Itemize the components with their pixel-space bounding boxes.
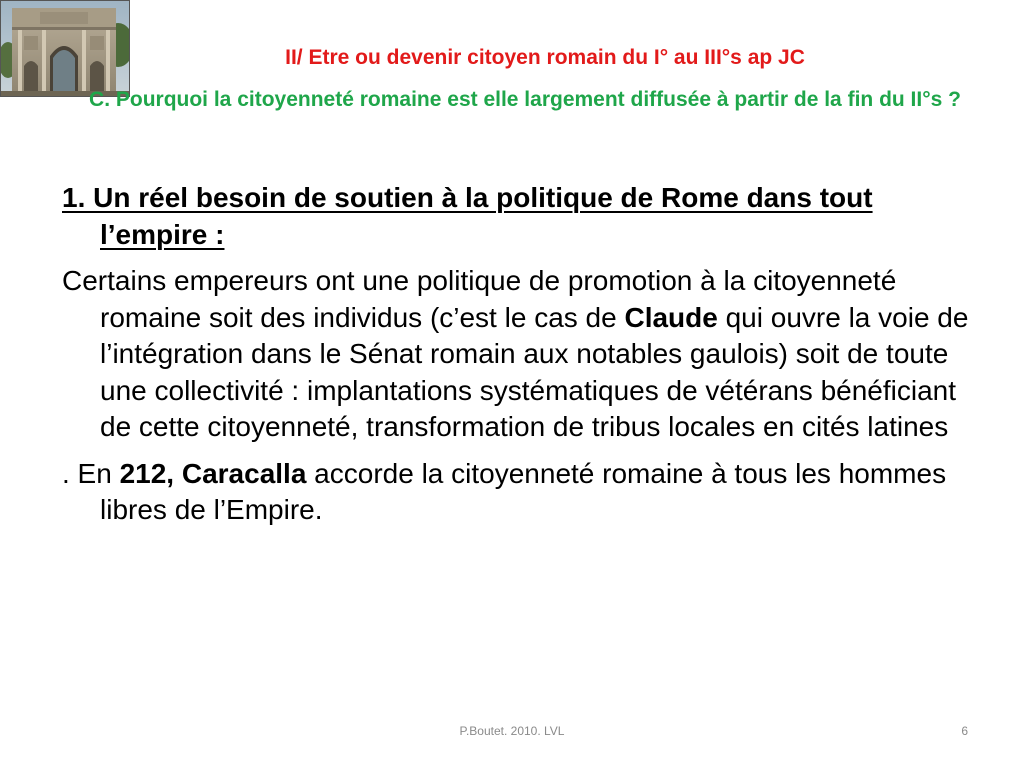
title-subtitle: C. Pourquoi la citoyenneté romaine est elle largement diffusée à partir de la fin du II°s ? (89, 88, 961, 111)
emphasis-caracalla: 212, Caracalla (119, 457, 307, 489)
paragraph-text: qui ouvre la voie de l’intégration dans le Sénat romain aux notables gaulois) soit de toute une collectivité : implantations systématiques de vétérans bénéficiant de cette citoyenneté, transformation de tribus locales en cités latines (100, 301, 969, 442)
section-heading: 1. Un réel besoin de soutien à la politique de Rome dans tout l’empire : (62, 182, 873, 250)
paragraph-caracalla-edict (62, 456, 972, 529)
paragraph-text: . En (62, 457, 120, 489)
title-main: II/ Etre ou devenir citoyen romain du I° au III°s ap JC (285, 46, 805, 69)
slide-body (62, 180, 972, 539)
paragraph-text: Certains empereurs ont une politique de promotion à la citoyenneté romaine soit des individus (c’est le cas de (62, 265, 897, 333)
emphasis-claude: Claude (624, 301, 718, 333)
paragraph-text: accorde la citoyenneté romaine à tous les hommes libres de l’Empire. (100, 457, 947, 525)
footer-author: P.Boutet. 2010. LVL (459, 724, 565, 738)
slide-number: 6 (961, 724, 968, 738)
paragraph-emperors-promotion (62, 263, 972, 446)
